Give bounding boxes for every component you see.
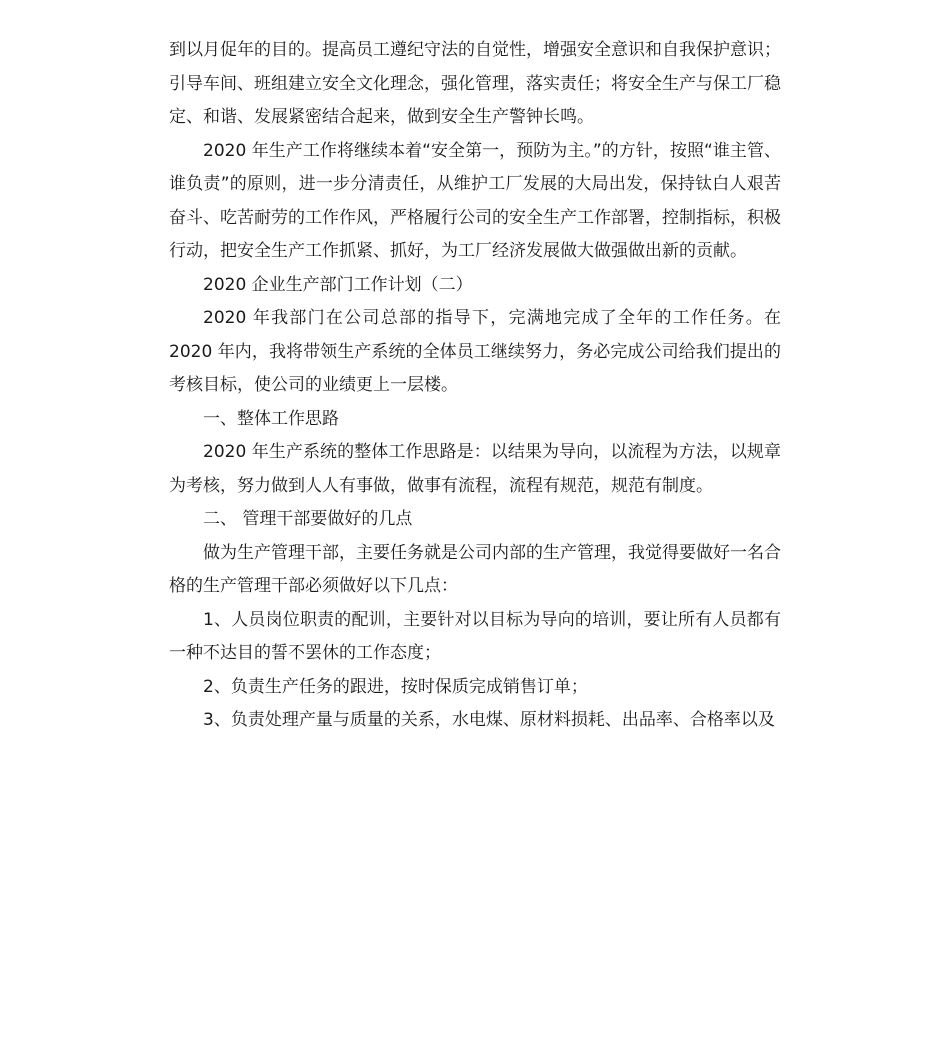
list-item-3: 3、负责处理产量与质量的关系，水电煤、原材料损耗、出品率、合格率以及: [203, 710, 775, 730]
paragraph-department-goals: 2020 年我部门在公司总部的指导下，完满地完成了全年的工作任务。在 2020 年内，我将带领生产系统的全体员工继续努力，务必完成公司给我们提出的考核目标，使公司的业绩更上一层楼。: [169, 308, 781, 395]
paragraph-overall-approach: 2020 年生产系统的整体工作思路是：以结果为导向，以流程为方法，以规章为考核，努力做到人人有事做，做事有流程，流程有规范，规范有制度。: [169, 442, 781, 496]
heading-overall-approach: 一、整体工作思路: [203, 408, 339, 429]
document-body: [169, 34, 781, 738]
list-item-1: 1、人员岗位职责的配训，主要针对以目标为导向的培训，要让所有人员都有一种不达目的誓不罢休的工作态度；: [169, 609, 781, 663]
list-item-2: 2、负责生产任务的跟进，按时保质完成销售订单；: [203, 676, 588, 697]
section-title-plan-two: 2020 企业生产部门工作计划（二）: [203, 274, 473, 295]
paragraph-safety-culture: 到以月促年的目的。提高员工遵纪守法的自觉性，增强安全意识和自我保护意识；引导车间、班组建立安全文化理念，强化管理，落实责任；将安全生产与保工厂稳定、和谐、发展紧密结合起来，做到安全生产警钟长鸣。: [169, 40, 781, 127]
heading-management-points: 二、 管理干部要做好的几点: [203, 509, 413, 529]
paragraph-2020-safety-policy: 2020 年生产工作将继续本着“安全第一，预防为主。”的方针，按照“谁主管、谁负责”的原则，进一步分清责任，从维护工厂发展的大局出发，保持钛白人艰苦奋斗、吃苦耐劳的工作作风，严格履行公司的安全生产工作部署，控制指标，积极行动，把安全生产工作抓紧、抓好，为工厂经济发展做大做强做出新的贡献。: [169, 140, 781, 261]
paragraph-management-intro: 做为生产管理干部，主要任务就是公司内部的生产管理，我觉得要做好一名合格的生产管理干部必须做好以下几点：: [169, 542, 781, 596]
